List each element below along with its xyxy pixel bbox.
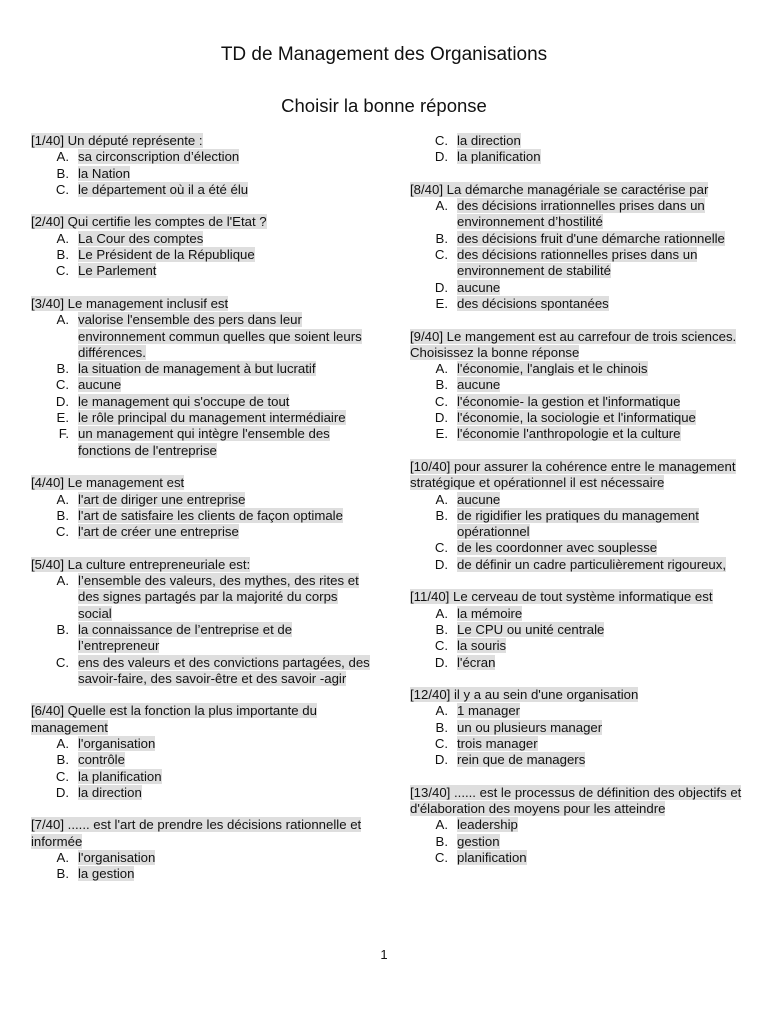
question-block <box>410 589 746 670</box>
question-stem: [13/40] ...... est le processus de définition des objectifs et d'élaboration des moyens pour les atteindre <box>410 784 742 817</box>
option-text: aucune <box>457 377 501 393</box>
option-text: l'économie- la gestion et l'informatique <box>457 393 681 409</box>
question-block <box>410 785 746 866</box>
answer-option <box>31 492 371 508</box>
option-letter: C. <box>434 638 448 654</box>
option-text: sa circonscription d’élection <box>78 149 240 165</box>
answer-option <box>410 817 746 833</box>
question-block <box>31 703 371 801</box>
answer-options <box>410 492 746 573</box>
answer-option <box>410 296 746 312</box>
option-letter: A. <box>435 361 448 377</box>
option-text: ens des valeurs et des convictions partagées, des savoir-faire, des savoir-être et des savoir -agir <box>78 654 370 686</box>
question-stem: [1/40] Un député représente : <box>31 133 203 148</box>
question-stem: [6/40] Quelle est la fonction la plus importante du management <box>31 703 317 735</box>
option-letter: B. <box>56 361 69 377</box>
answer-option <box>410 557 746 573</box>
option-letter: A. <box>435 491 448 507</box>
option-text: l'économie, la sociologie et l'informatique <box>457 410 696 426</box>
question-block <box>31 557 371 687</box>
answer-options <box>31 850 371 883</box>
option-text: la planification <box>78 768 162 784</box>
answer-option <box>410 540 746 556</box>
option-text: contrôle <box>78 752 125 768</box>
question-block <box>31 817 371 882</box>
option-text: l'organisation <box>78 850 156 866</box>
question-block <box>410 687 746 768</box>
option-text: de les coordonner avec souplesse <box>457 540 658 556</box>
option-letter: F. <box>58 426 69 442</box>
option-letter: B. <box>56 507 69 523</box>
answer-option <box>410 752 746 768</box>
option-letter: A. <box>56 149 69 165</box>
option-text: rein que de managers <box>457 752 586 768</box>
question-block <box>31 133 371 198</box>
option-text: aucune <box>457 491 501 507</box>
option-text: planification <box>457 850 527 866</box>
answer-option <box>31 263 371 279</box>
answer-option <box>31 655 371 688</box>
answer-option <box>410 149 746 165</box>
question-stem: [4/40] Le management est <box>31 475 185 491</box>
answer-option <box>410 638 746 654</box>
option-text: 1 manager <box>457 703 521 719</box>
option-letter: D. <box>434 654 448 670</box>
option-letter: D. <box>434 279 448 295</box>
option-text: la direction <box>457 133 521 148</box>
answer-option <box>410 736 746 752</box>
option-text: la souris <box>457 638 507 654</box>
answer-option <box>410 508 746 541</box>
option-text: des décisions fruit d'une démarche rationnelle <box>457 230 725 246</box>
answer-options <box>410 606 746 671</box>
option-text: la mémoire <box>457 605 523 621</box>
question-block <box>31 214 371 279</box>
option-letter: D. <box>55 393 69 409</box>
question-stem: [2/40] Qui certifie les comptes de l'Etat ? <box>31 214 267 230</box>
option-text: le département où il a été élu <box>78 181 249 197</box>
right-column <box>410 133 746 883</box>
question-stem: [5/40] La culture entrepreneuriale est: <box>31 556 251 572</box>
option-text: le management qui s'occupe de tout <box>78 393 290 409</box>
option-text: Le Président de la République <box>78 247 255 263</box>
answer-option <box>410 198 746 231</box>
answer-option <box>410 394 746 410</box>
answer-option <box>410 361 746 377</box>
option-letter: B. <box>56 866 69 882</box>
answer-option <box>31 850 371 866</box>
option-letter: E. <box>56 410 69 426</box>
option-text: la Nation <box>78 165 131 181</box>
answer-option <box>31 231 371 247</box>
option-letter: B. <box>435 621 448 637</box>
answer-option <box>31 524 371 540</box>
answer-option <box>31 508 371 524</box>
option-letter: A. <box>435 817 448 833</box>
answer-option <box>410 377 746 393</box>
option-letter: A. <box>56 230 69 246</box>
option-letter: B. <box>56 165 69 181</box>
answer-options <box>410 817 746 866</box>
answer-option <box>31 622 371 655</box>
answer-option <box>31 573 371 622</box>
option-letter: C. <box>55 377 69 393</box>
option-letter: B. <box>435 719 448 735</box>
option-letter: D. <box>434 149 448 165</box>
question-block <box>31 475 371 540</box>
answer-options <box>410 133 746 166</box>
option-letter: C. <box>55 524 69 540</box>
option-letter: C. <box>55 263 69 279</box>
option-text: leadership <box>457 817 518 833</box>
answer-option <box>31 166 371 182</box>
answer-option <box>410 133 746 149</box>
option-letter: C. <box>434 133 448 148</box>
answer-options <box>31 312 371 459</box>
answer-options <box>410 361 746 442</box>
option-letter: A. <box>435 605 448 621</box>
answer-option <box>410 834 746 850</box>
option-text: des décisions rationnelles prises dans un environnement de stabilité <box>457 247 698 279</box>
answer-option <box>31 752 371 768</box>
option-letter: A. <box>56 491 69 507</box>
answer-option <box>31 312 371 361</box>
option-text: aucune <box>457 279 501 295</box>
option-letter: A. <box>56 850 69 866</box>
answer-options <box>31 149 371 198</box>
left-column <box>31 133 371 899</box>
option-letter: C. <box>55 768 69 784</box>
option-letter: B. <box>56 247 69 263</box>
option-letter: C. <box>55 181 69 197</box>
question-stem: [10/40] pour assurer la cohérence entre le management stratégique et opérationnel il est nécessaire <box>410 458 736 491</box>
option-text: de définir un cadre particulièrement rigoureux, <box>457 556 727 572</box>
option-letter: B. <box>435 833 448 849</box>
option-letter: B. <box>435 230 448 246</box>
option-letter: D. <box>434 410 448 426</box>
answer-options <box>410 198 746 312</box>
answer-option <box>410 606 746 622</box>
answer-options <box>31 736 371 801</box>
option-letter: E. <box>435 295 448 311</box>
option-letter: C. <box>434 735 448 751</box>
answer-option <box>31 736 371 752</box>
answer-option <box>410 247 746 280</box>
answer-option <box>410 231 746 247</box>
answer-option <box>410 280 746 296</box>
option-letter: D. <box>55 784 69 800</box>
option-text: la connaissance de l’entreprise et de l’entrepreneur <box>78 621 293 654</box>
option-letter: C. <box>434 850 448 866</box>
option-text: gestion <box>457 833 500 849</box>
option-text: la planification <box>457 149 541 165</box>
question-stem: [9/40] Le mangement est au carrefour de trois sciences. Choisissez la bonne réponse <box>410 328 737 360</box>
option-text: Le CPU ou unité centrale <box>457 621 605 637</box>
question-stem: [11/40] Le cerveau de tout système informatique est <box>410 589 713 605</box>
question-stem: [3/40] Le management inclusif est <box>31 295 229 311</box>
answer-option <box>31 182 371 198</box>
answer-option <box>31 394 371 410</box>
option-text: l'économie l'anthropologie et la culture <box>457 426 681 442</box>
answer-option <box>410 426 746 442</box>
option-text: aucune <box>78 377 122 393</box>
answer-option <box>31 769 371 785</box>
option-text: Le Parlement <box>78 263 157 279</box>
question-block <box>410 329 746 443</box>
option-text: l'économie, l'anglais et le chinois <box>457 361 648 377</box>
answer-option <box>410 655 746 671</box>
option-text: l'organisation <box>78 735 156 751</box>
option-text: La Cour des comptes <box>78 230 204 246</box>
option-letter: C. <box>55 654 69 670</box>
answer-options <box>31 492 371 541</box>
answer-option <box>31 149 371 165</box>
option-letter: B. <box>56 621 69 637</box>
question-block <box>31 296 371 459</box>
option-text: le rôle principal du management intermédiaire <box>78 410 346 426</box>
answer-option <box>31 361 371 377</box>
document-title: TD de Management des Organisations <box>220 44 548 65</box>
option-letter: C. <box>434 247 448 263</box>
option-text: l'écran <box>457 654 496 670</box>
answer-option <box>410 703 746 719</box>
answer-option <box>31 785 371 801</box>
option-letter: C. <box>434 540 448 556</box>
answer-option <box>31 377 371 393</box>
option-letter: B. <box>56 752 69 768</box>
option-letter: A. <box>56 573 69 589</box>
answer-option <box>410 850 746 866</box>
question-stem: [8/40] La démarche managériale se caractérise par <box>410 181 709 197</box>
answer-option <box>410 622 746 638</box>
option-text: la situation de management à but lucratif <box>78 361 316 377</box>
option-text: l'art de satisfaire les clients de façon optimale <box>78 507 343 523</box>
answer-options <box>410 703 746 768</box>
option-letter: A. <box>435 703 448 719</box>
option-text: la direction <box>78 784 142 800</box>
option-letter: D. <box>434 752 448 768</box>
option-letter: A. <box>56 312 69 328</box>
answer-option <box>410 410 746 426</box>
answer-option <box>410 492 746 508</box>
option-text: l'art de créer une entreprise <box>78 524 239 540</box>
question-block <box>410 133 746 166</box>
answer-options <box>31 231 371 280</box>
option-letter: A. <box>56 735 69 751</box>
option-text: un management qui intègre l'ensemble des fonctions de l'entreprise <box>78 426 330 458</box>
answer-option <box>31 247 371 263</box>
question-stem: [7/40] ...... est l'art de prendre les décisions rationnelle et informée <box>31 817 362 849</box>
option-text: trois manager <box>457 735 538 751</box>
answer-option <box>31 410 371 426</box>
option-text: la gestion <box>78 866 135 882</box>
option-letter: A. <box>435 198 448 214</box>
question-stem: [12/40] il y a au sein d'une organisation <box>410 687 639 703</box>
option-letter: C. <box>434 393 448 409</box>
option-text: l’ensemble des valeurs, des mythes, des rites et des signes partagés par la majorité du corps social <box>78 573 359 621</box>
option-text: l'art de diriger une entreprise <box>78 491 246 507</box>
answer-option <box>31 426 371 459</box>
option-letter: B. <box>435 507 448 523</box>
option-text: un ou plusieurs manager <box>457 719 603 735</box>
option-text: de rigidifier les pratiques du management opérationnel <box>457 507 699 540</box>
answer-option <box>410 720 746 736</box>
option-letter: B. <box>435 377 448 393</box>
answer-option <box>31 866 371 882</box>
option-letter: D. <box>434 556 448 572</box>
option-text: des décisions irrationnelles prises dans un environnement d’hostilité <box>457 198 705 230</box>
option-letter: E. <box>435 426 448 442</box>
document-subtitle: Choisir la bonne réponse <box>281 95 487 116</box>
question-block <box>410 459 746 573</box>
question-block <box>410 182 746 312</box>
option-text: des décisions spontanées <box>457 295 609 311</box>
page-number: 1 <box>380 947 388 962</box>
answer-options <box>31 573 371 687</box>
option-text: valorise l'ensemble des pers dans leur environnement commun quelles que soient leurs différences. <box>78 312 362 360</box>
